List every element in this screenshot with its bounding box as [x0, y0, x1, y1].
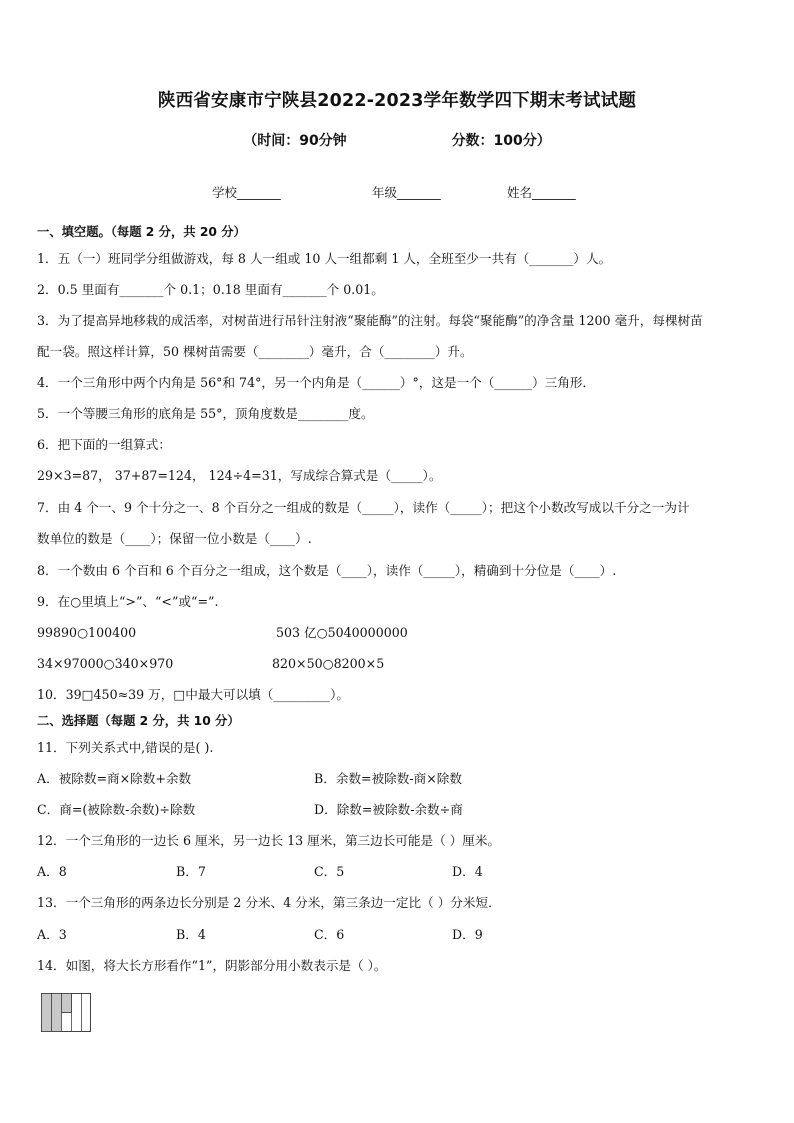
section-heading-choice: 二、选择题（每题 2 分，共 10 分） — [37, 714, 240, 728]
option-d[interactable]: D．除数=被除数-余数÷商 — [314, 802, 463, 817]
option-a[interactable]: A．3 — [37, 927, 67, 942]
option-c[interactable]: C．6 — [314, 927, 345, 942]
comparison-item: 99890○100400 — [37, 625, 137, 640]
shaded-column — [52, 994, 62, 1032]
question-6: 6．把下面的一组算式： — [37, 437, 171, 452]
option-c[interactable]: C．商=(被除数-余数)÷除数 — [37, 802, 196, 817]
question-7-line-2: 数单位的数是（____）；保留一位小数是（____）. — [37, 531, 312, 546]
section-heading-fill-in: 一、填空题。（每题 2 分，共 20 分） — [37, 225, 246, 239]
grade-field[interactable]: 年级_______ — [372, 185, 441, 200]
name-field[interactable]: 姓名_______ — [507, 185, 576, 200]
option-a[interactable]: A．被除数=商×除数+余数 — [37, 771, 192, 786]
question-10: 10．39□450≈39 万，□中最大可以填（_________）。 — [37, 687, 349, 702]
question-14: 14．如图，将大长方形看作“1”，阴影部分用小数表示是（ ）。 — [37, 958, 387, 973]
question-3-line-2: 配一袋。照这样计算，50 棵树苗需要（________）毫升，合（________）升。 — [37, 344, 473, 359]
option-b[interactable]: B．4 — [176, 927, 206, 942]
question-1: 1．五（一）班同学分组做游戏，每 8 人一组或 10 人一组都剩 1 人，全班至少一共有（_______）人。 — [37, 251, 612, 266]
question-11: 11．下列关系式中,错误的是( ). — [37, 740, 214, 755]
question-8: 8．一个数由 6 个百和 6 个百分之一组成，这个数是（____），读作（_____），精确到十分位是（____）. — [37, 563, 617, 578]
question-3-line-1: 3．为了提高异地移栽的成活率，对树苗进行吊针注射液“聚能酶”的注射。每袋“聚能酶”的净含量 1200 毫升，每棵树苗 — [37, 313, 703, 328]
option-d[interactable]: D．4 — [452, 864, 483, 879]
comparison-item: 820×50○8200×5 — [272, 656, 385, 671]
option-a[interactable]: A．8 — [37, 864, 67, 879]
exam-meta — [0, 130, 794, 150]
exam-score: 分数：100分） — [451, 133, 551, 149]
question-4: 4．一个三角形中两个内角是 56°和 74°，另一个内角是（______）°，这是一个（______）三角形． — [37, 375, 596, 390]
question-6-equations: 29×3=87， 37+87=124， 124÷4=31，写成综合算式是（_____）。 — [37, 468, 442, 483]
comparison-item: 503 亿○5040000000 — [276, 625, 408, 640]
question-9: 9．在○里填上“>”、“<”或“=”. — [37, 594, 219, 609]
page-title: 陕西省安康市宁陕县2022-2023学年数学四下期末考试试题 — [157, 91, 637, 111]
question-2: 2．0.5 里面有_______个 0.1；0.18 里面有_______个 0.01。 — [37, 282, 384, 297]
shaded-half-cell — [62, 994, 72, 1013]
shaded-rectangle-figure — [41, 993, 91, 1032]
question-7-line-1: 7．由 4 个一、9 个十分之一、8 个百分之一组成的数是（_____），读作（_____）；把这个小数改写成以千分之一为计 — [37, 500, 690, 515]
option-d[interactable]: D．9 — [452, 927, 483, 942]
school-field[interactable]: 学校_______ — [212, 185, 281, 200]
question-12: 12．一个三角形的一边长 6 厘米，另一边长 13 厘米，第三边长可能是（ ）厘米。 — [37, 833, 501, 848]
option-b[interactable]: B．7 — [176, 864, 206, 879]
option-b[interactable]: B．余数=被除数-商×除数 — [314, 771, 462, 786]
exam-time: （时间：90分钟 — [243, 133, 347, 149]
question-13: 13．一个三角形的两条边长分别是 2 分米、4 分米，第三条边一定比（ ）分米短． — [37, 895, 501, 910]
option-c[interactable]: C．5 — [314, 864, 345, 879]
shaded-column — [42, 994, 52, 1032]
comparison-item: 34×97000○340×970 — [37, 656, 174, 671]
question-5: 5．一个等腰三角形的底角是 55°，顶角度数是________度。 — [37, 406, 374, 421]
